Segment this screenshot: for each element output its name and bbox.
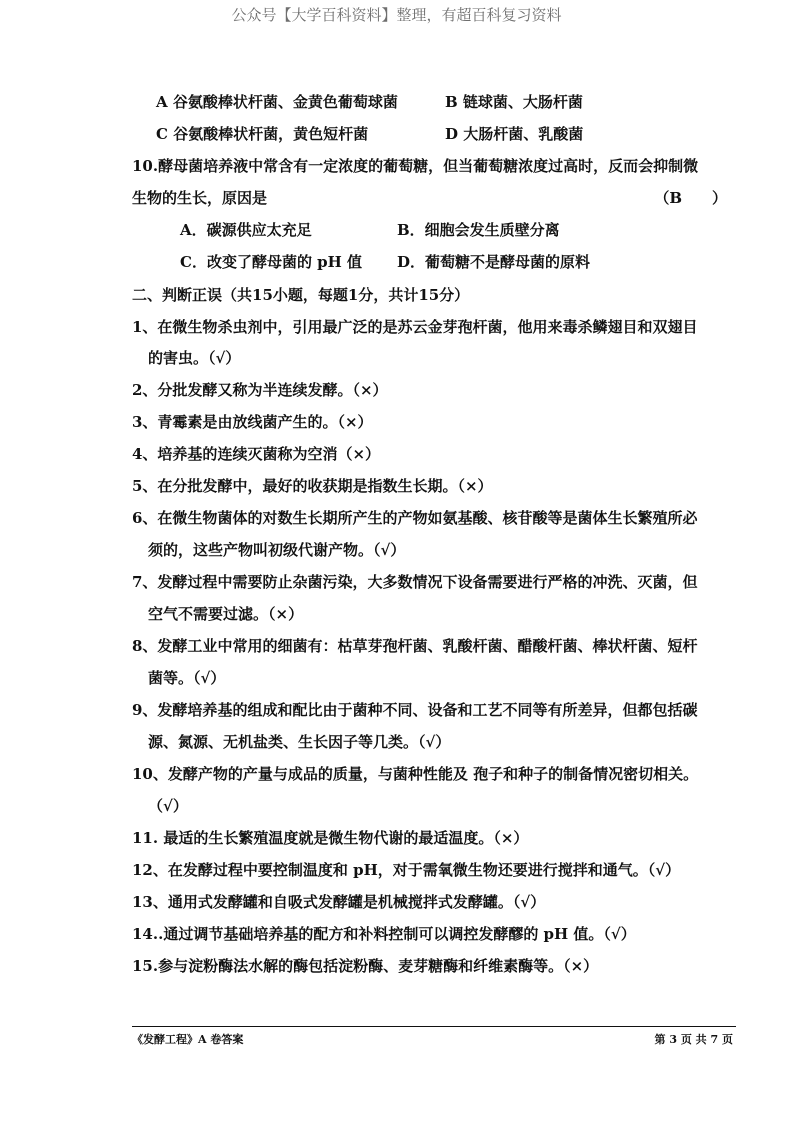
footer-divider	[132, 1026, 736, 1027]
tf-item-6-line1: 6、在微生物菌体的对数生长期所产生的产物如氨基酸、核苷酸等是菌体生长繁殖所必	[132, 509, 698, 527]
tf-item-7-line1: 7、发酵过程中需要防止杂菌污染，大多数情况下设备需要进行严格的冲洗、灭菌，但	[132, 573, 698, 591]
q10-stem-line1: 10.酵母菌培养液中常含有一定浓度的葡萄糖，但当葡萄糖浓度过高时，反而会抑制微	[132, 157, 699, 175]
tf-item-15: 15.参与淀粉酶法水解的酶包括淀粉酶、麦芽糖酶和纤维素酶等。（×）	[132, 957, 599, 975]
q9-option-a: A 谷氨酸棒状杆菌、金黄色葡萄球菌	[156, 93, 398, 111]
q10-stem-line2: 生物的生长，原因是	[132, 189, 268, 207]
q9-option-d: D 大肠杆菌、乳酸菌	[445, 125, 584, 143]
tf-item-8-line1: 8、发酵工业中常用的细菌有：枯草芽孢杆菌、乳酸杆菌、醋酸杆菌、棒状杆菌、短杆	[132, 637, 698, 655]
tf-item-9-line1: 9、发酵培养基的组成和配比由于菌种不同、设备和工艺不同等有所差异，但都包括碳	[132, 701, 698, 719]
tf-item-5: 5、在分批发酵中，最好的收获期是指数生长期。（×）	[132, 477, 493, 495]
q10-option-c: C．改变了酵母菌的 pH 值	[180, 253, 363, 271]
tf-item-3: 3、青霉素是由放线菌产生的。（×）	[132, 413, 373, 431]
q10-option-a: A．碳源供应太充足	[180, 221, 312, 239]
tf-item-9-line2: 源、氮源、无机盐类、生长因子等几类。（√）	[148, 733, 451, 751]
tf-item-2: 2、分批发酵又称为半连续发酵。（×）	[132, 381, 388, 399]
q10-option-d: D．葡萄糖不是酵母菌的原料	[397, 253, 591, 271]
tf-item-6-line2: 须的，这些产物叫初级代谢产物。（√）	[148, 541, 406, 559]
tf-item-12: 12、在发酵过程中要控制温度和 pH，对于需氧微生物还要进行搅拌和通气。（√）	[132, 861, 681, 879]
tf-item-11: 11. 最适的生长繁殖温度就是微生物代谢的最适温度。（×）	[132, 829, 529, 847]
tf-item-10-line1: 10、发酵产物的产量与成品的质量，与菌种性能及 孢子和种子的制备情况密切相关。	[132, 765, 699, 783]
tf-item-10-line2: （√）	[148, 797, 188, 815]
page-number: 第 3 页 共 7 页	[654, 1033, 733, 1046]
tf-item-13: 13、通用式发酵罐和自吸式发酵罐是机械搅拌式发酵罐。（√）	[132, 893, 546, 911]
tf-item-14: 14..通过调节基础培养基的配方和补料控制可以调控发酵醪的 pH 值。（√）	[132, 925, 636, 943]
q10-option-b: B．细胞会发生质壁分离	[397, 221, 560, 239]
tf-item-7-line2: 空气不需要过滤。（×）	[148, 605, 304, 623]
q9-option-c: C 谷氨酸棒状杆菌，黄色短杆菌	[156, 125, 369, 143]
section2-title: 二、判断正误（共15小题，每题1分，共计15分）	[132, 286, 470, 304]
tf-item-8-line2: 菌等。（√）	[148, 669, 226, 687]
tf-item-1-line2: 的害虫。（√）	[148, 349, 241, 367]
header-banner: 公众号【大学百科资料】整理，有超百科复习资料	[231, 6, 562, 24]
q9-option-b: B 链球菌、大肠杆菌	[445, 93, 583, 111]
q10-answer: （B ）	[654, 189, 727, 207]
footer-title: 《发酵工程》A 卷答案	[132, 1033, 244, 1046]
tf-item-1-line1: 1、在微生物杀虫剂中，引用最广泛的是苏云金芽孢杆菌，他用来毒杀鳞翅目和双翅目	[132, 318, 698, 336]
tf-item-4: 4、培养基的连续灭菌称为空消（×）	[132, 445, 381, 463]
